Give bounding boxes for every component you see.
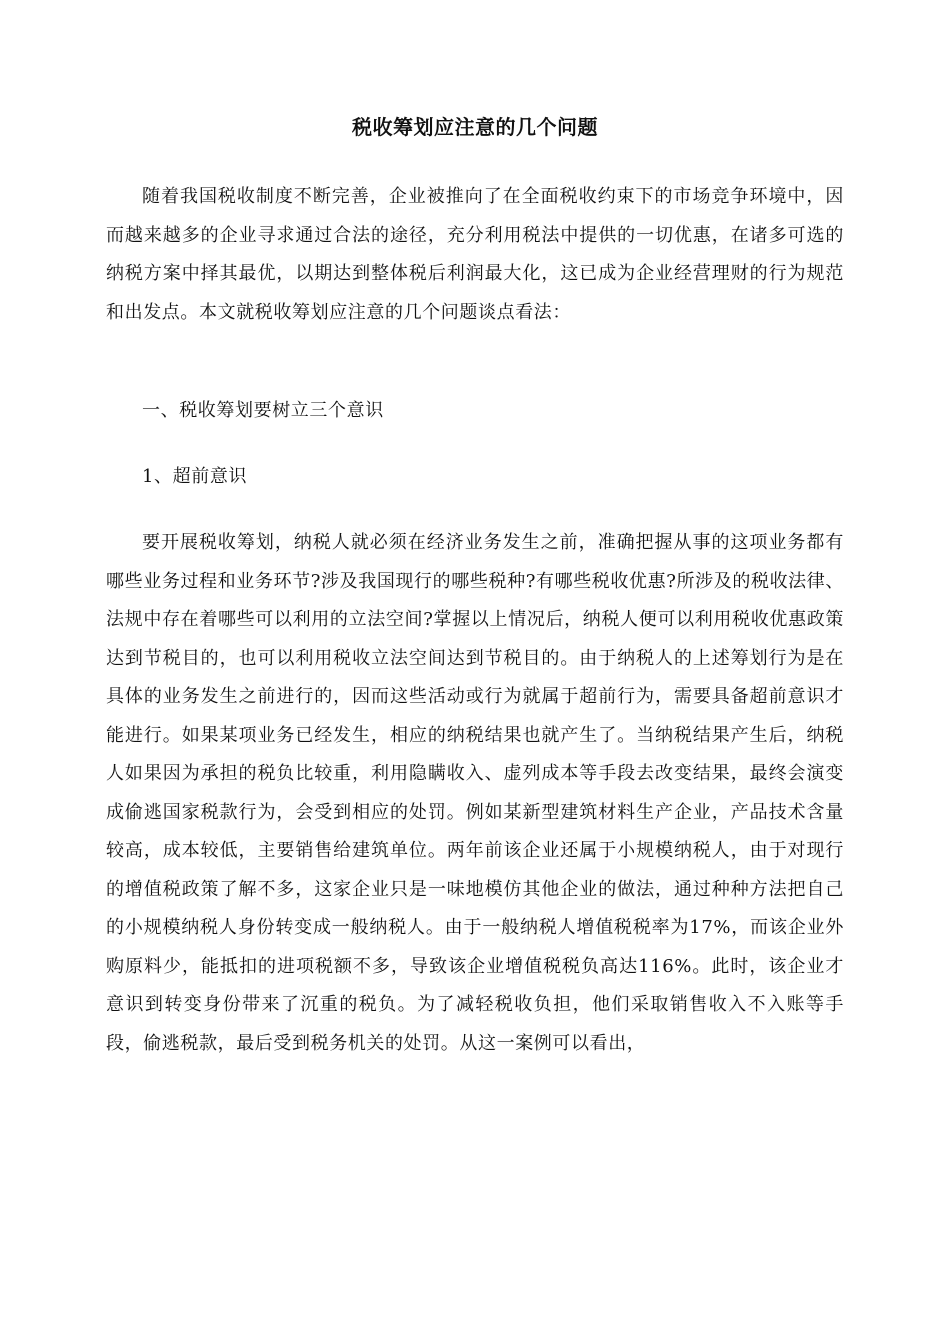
document-title: 税收筹划应注意的几个问题 (352, 115, 598, 139)
subsection-heading: 1、超前意识 (142, 466, 248, 487)
section-heading: 一、税收筹划要树立三个意识 (142, 400, 384, 421)
intro-paragraph: 随着我国税收制度不断完善，企业被推向了在全面税收约束下的市场竞争环境中，因而越来越多的企业寻求通过合法的途径，充分利用税法中提供的一切优惠，在诸多可选的纳税方案中择其最优，以期达到整体税后利润最大化，这已成为企业经营理财的行为规范和出发点。本文就税收筹划应注意的几个问题谈点看法： (106, 186, 844, 323)
body-paragraph: 要开展税收筹划，纳税人就必须在经济业务发生之前，准确把握从事的这项业务都有哪些业务过程和业务环节?涉及我国现行的哪些税种?有哪些税收优惠?所涉及的税收法律、法规中存在着哪些可以利用的立法空间?掌握以上情况后，纳税人便可以利用税收优惠政策达到节税目的，也可以利用税收立法空间达到节税目的。由于纳税人的上述筹划行为是在具体的业务发生之前进行的，因而这些活动或行为就属于超前行为，需要具备超前意识才能进行。如果某项业务已经发生，相应的纳税结果也就产生了。当纳税结果产生后，纳税人如果因为承担的税负比较重，利用隐瞒收入、虚列成本等手段去改变结果，最终会演变成偷逃国家税款行为，会受到相应的处罚。例如某新型建筑材料生产企业，产品技术含量较高，成本较低，主要销售给建筑单位。两年前该企业还属于小规模纳税人，由于对现行的增值税政策了解不多，这家企业只是一味地模仿其他企业的做法，通过种种方法把自己的小规模纳税人身份转变成一般纳税人。由于一般纳税人增值税税率为17%，而该企业外购原料少，能抵扣的进项税额不多，导致该企业增值税税负高达116%。此时，该企业才意识到转变身份带来了沉重的税负。为了减轻税收负担，他们采取销售收入不入账等手段，偷逃税款，最后受到税务机关的处罚。从这一案例可以看出， (106, 532, 844, 1054)
